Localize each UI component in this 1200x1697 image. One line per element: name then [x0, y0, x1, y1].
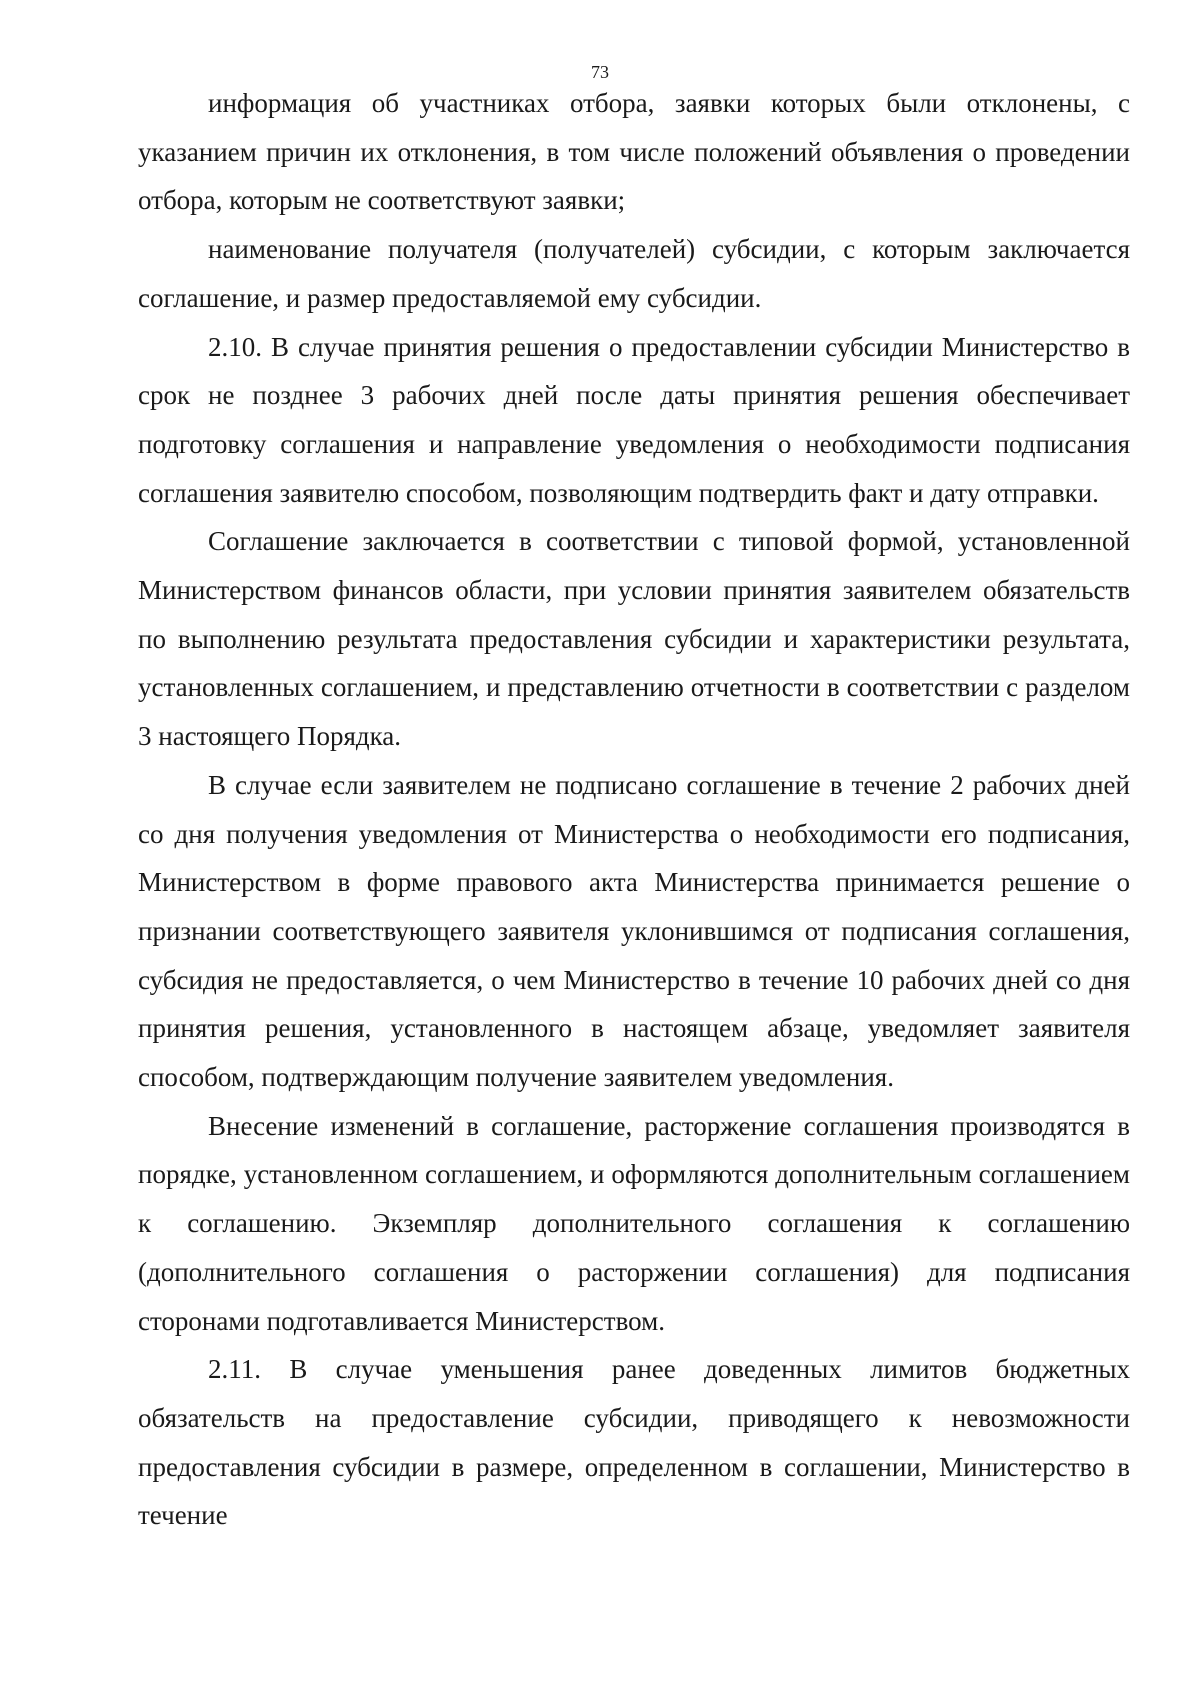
paragraph-agreement-form: Соглашение заключается в соответствии с типовой формой, установленной Министерством финансов области, при условии принятия заявителем обязательств по выполнению результата предоставления субсидии и характеристики результата, установленных соглашением, и представлению отчетности в соответствии с разделом 3 настоящего Порядка. — [138, 526, 1130, 752]
page-number: 73 — [591, 62, 609, 82]
paragraph-2-10: 2.10. В случае принятия решения о предоставлении субсидии Министерство в срок не позднее 3 рабочих дней после даты принятия решения обеспечивает подготовку соглашения и направление уведомления о необходимости подписания соглашения заявителю способом, позволяющим подтвердить факт и дату отправки. — [138, 331, 1130, 508]
paragraph-agreement-changes: Внесение изменений в соглашение, расторжение соглашения производятся в порядке, установленном соглашением, и оформляются дополнительным соглашением к соглашению. Экземпляр дополнительного соглашения к соглашению (дополнительного соглашения о расторжении соглашения) для подписания сторонами подготавливается Министерством. — [138, 1110, 1130, 1336]
paragraph-2-11: 2.11. В случае уменьшения ранее доведенных лимитов бюджетных обязательств на предоставление субсидии, приводящего к невозможности предоставления субсидии в размере, определенном в соглашении, Министерство в течение — [138, 1354, 1130, 1531]
document-body — [138, 79, 1130, 1540]
paragraph-unsigned-agreement: В случае если заявителем не подписано соглашение в течение 2 рабочих дней со дня получения уведомления от Министерства о необходимости его подписания, Министерством в форме правового акта Министерства принимается решение о признании соответствующего заявителя уклонившимся от подписания соглашения, субсидия не предоставляется, о чем Министерство в течение 10 рабочих дней со дня принятия решения, установленного в настоящем абзаце, уведомляет заявителя способом, подтверждающим получение заявителем уведомления. — [138, 769, 1130, 1093]
paragraph-rejected-applicants: информация об участниках отбора, заявки которых были отклонены, с указанием причин их отклонения, в том числе положений объявления о проведении отбора, которым не соответствуют заявки; — [138, 88, 1130, 216]
paragraph-recipient-name: наименование получателя (получателей) субсидии, с которым заключается соглашение, и размер предоставляемой ему субсидии. — [138, 234, 1130, 313]
